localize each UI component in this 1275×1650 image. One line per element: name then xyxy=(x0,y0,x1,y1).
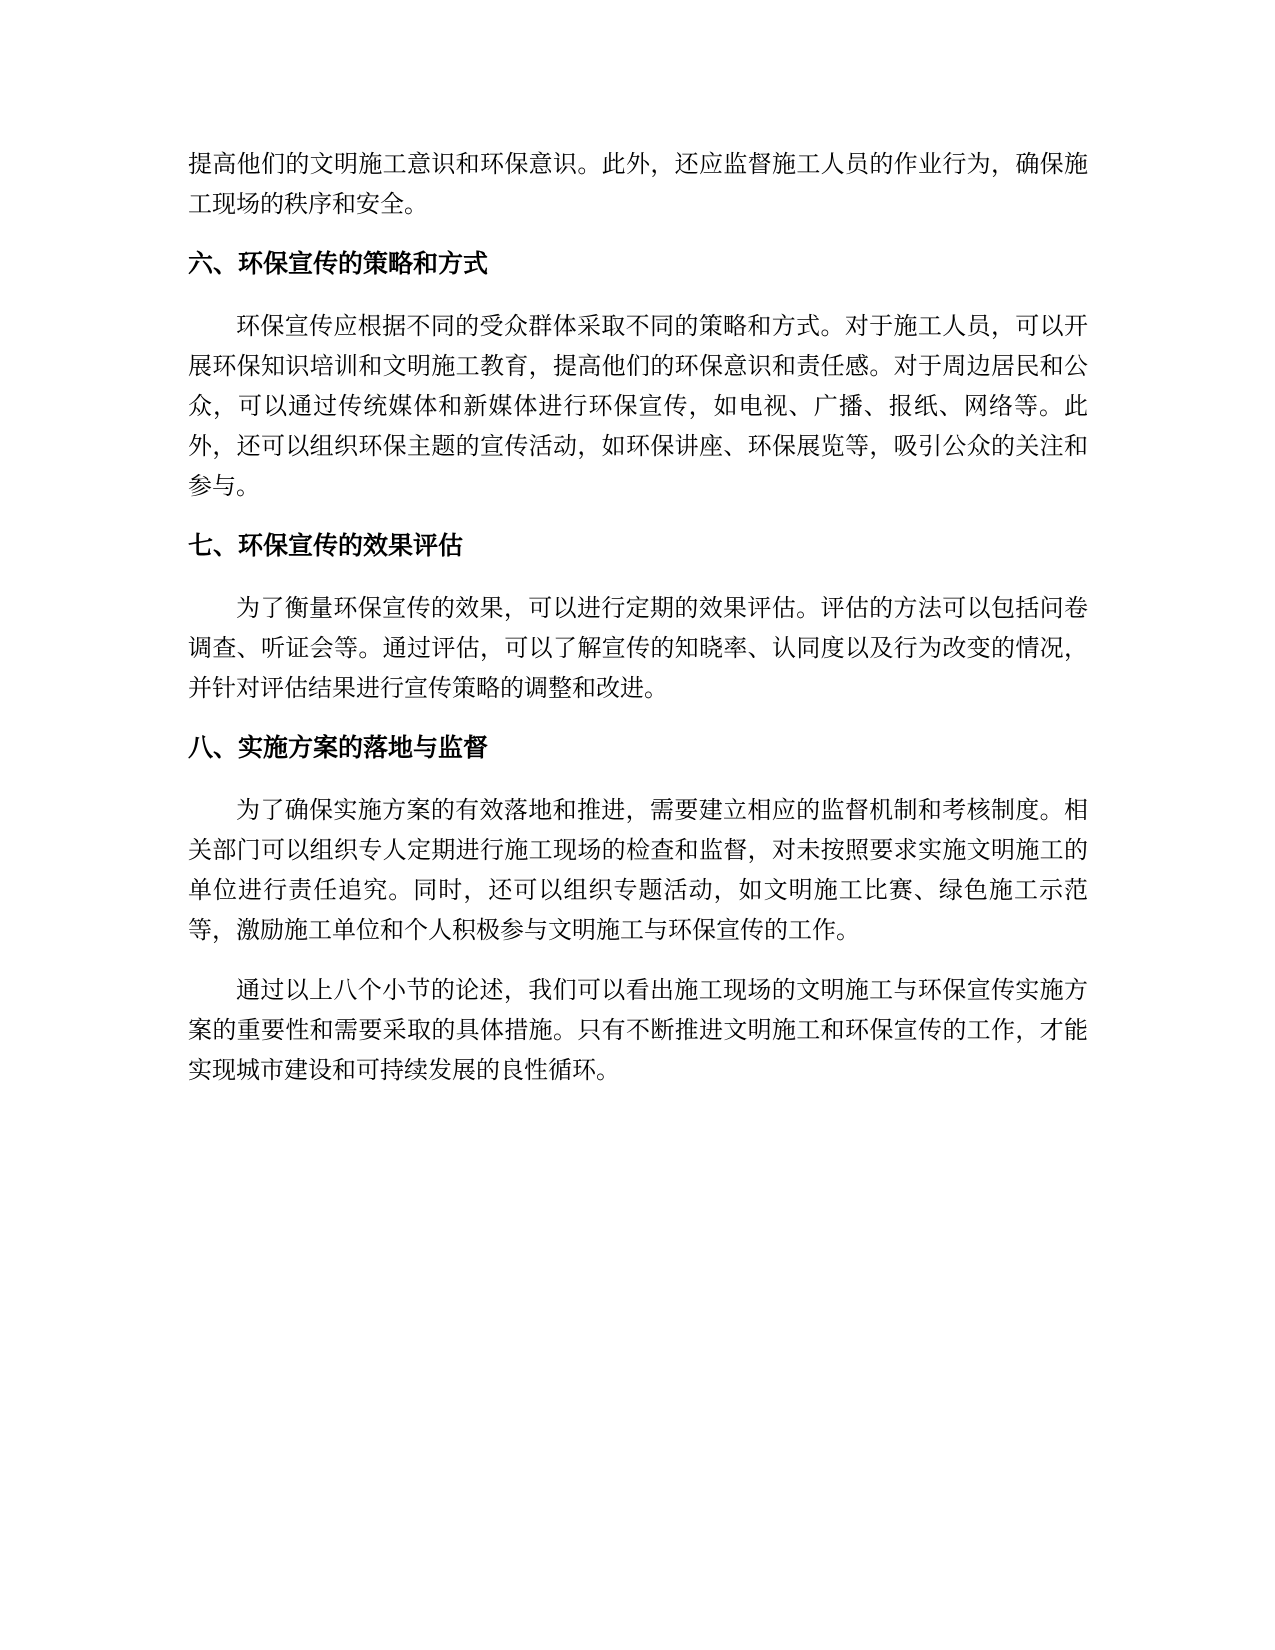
intro-paragraph: 提高他们的文明施工意识和环保意识。此外，还应监督施工人员的作业行为，确保施工现场的秩序和安全。 xyxy=(188,150,1088,218)
section-heading-7: 七、环保宣传的效果评估 xyxy=(188,531,464,560)
section-paragraph-6: 环保宣传应根据不同的受众群体采取不同的策略和方式。对于施工人员，可以开展环保知识培训和文明施工教育，提高他们的环保意识和责任感。对于周边居民和公众，可以通过传统媒体和新媒体进行环保宣传，如电视、广播、报纸、网络等。此外，还可以组织环保主题的宣传活动，如环保讲座、环保展览等，吸引公众的关注和参与。 xyxy=(188,312,1088,500)
section-paragraph-7: 为了衡量环保宣传的效果，可以进行定期的效果评估。评估的方法可以包括问卷调查、听证会等。通过评估，可以了解宣传的知晓率、认同度以及行为改变的情况，并针对评估结果进行宣传策略的调整和改进。 xyxy=(188,594,1088,702)
conclusion-paragraph: 通过以上八个小节的论述，我们可以看出施工现场的文明施工与环保宣传实施方案的重要性和需要采取的具体措施。只有不断推进文明施工和环保宣传的工作，才能实现城市建设和可持续发展的良性循环。 xyxy=(188,976,1088,1084)
document-body xyxy=(188,144,1088,1090)
section-paragraph-8: 为了确保实施方案的有效落地和推进，需要建立相应的监督机制和考核制度。相关部门可以组织专人定期进行施工现场的检查和监督，对未按照要求实施文明施工的单位进行责任追究。同时，还可以组织专题活动，如文明施工比赛、绿色施工示范等，激励施工单位和个人积极参与文明施工与环保宣传的工作。 xyxy=(188,796,1088,944)
section-heading-6: 六、环保宣传的策略和方式 xyxy=(188,249,489,278)
section-heading-8: 八、实施方案的落地与监督 xyxy=(188,733,489,762)
